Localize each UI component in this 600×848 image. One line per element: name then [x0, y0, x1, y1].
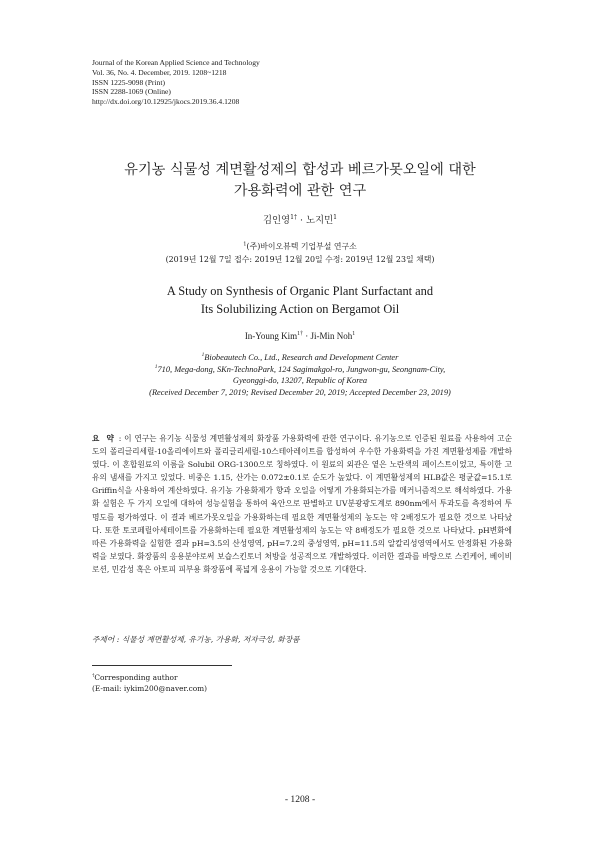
- journal-name: Journal of the Korean Applied Science and Technology: [92, 58, 260, 67]
- author1-ko-mark: 1†: [290, 213, 298, 221]
- author2-en-mark: 1: [352, 331, 356, 337]
- footnote-email[interactable]: (E-mail: iykim200@naver.com): [92, 684, 208, 693]
- author-separator: ·: [300, 215, 304, 226]
- title-ko-line1: 유기농 식물성 계면활성제의 합성과 베르가못오일에 대한: [124, 162, 476, 178]
- keywords: [92, 634, 512, 645]
- abstract-colon: :: [115, 434, 125, 443]
- footnote: [92, 672, 392, 694]
- issn-print: ISSN 1225-9098 (Print): [92, 77, 165, 87]
- abstract-label: 요 약: [92, 434, 116, 443]
- affil-ko-name: (주)바이오뷰텍 기업부설 연구소: [246, 242, 357, 251]
- abstract-body: 이 연구는 유기농 식물성 계면활성제의 화장품 가용화력에 관한 연구이다. 유기농으로 인증된 원료를 사용하여 고순도의 폴리글리세릴-10올리에이트와 폴리글리세릴-10스테아레이트를 합성하여 우수한 가용화력을 가진 계면활성제를 개발하였다. 이 혼합원료의 이름을 Solubil ORG-1300으로 칭하였다. 이 원료의 외관은 옅은 노란색의 페이스트이었고, 특이한 고유의 냄새를 가지고 있었다. 비중은 1.15, 산가는 0.072±0.1로 순도가 높았다. 이 계면활성제의 HLB값은 평균값=15.1로 Griffin식을 사용하여 계산하였다. 유기농 가용화제가 향과 오일을 어떻게 가용화되는가를 메커니즘적으로 해석하였다. 가용화 실험은 두 가지 오일에 대하여 성능실험을 통하여 육안으로 판별하고 UV분광광도계로 890nm에서 투과도를 측정하여 투명도를 평가하였다. 이 결과 베르가못오일을 가용화하는데 필요한 계면활성제의 농도는 약 2배정도가 필요한 것으로 나타났다. 또한 토코페릴아세테이트를 가용화하는데 필요한 계면활성제의 농도는 약 8배정도가 필요한 것으로 나타났다. pH변화에 따른 가용화력을 실험한 결과 pH=3.5의 산성영역, pH=7.2의 중성영역, pH=11.5의 알칼리성영역에서도 안정화된 가용화력을 보였다. 화장품의 응용분야로써 보습스킨토너 처방을 성공적으로 개발하였다. 이러한 결과를 바탕으로 스킨케어, 베이비 로션, 민감성 혹은 아토피 피부용 화장품에 폭넓게 응용이 가능할 것으로 기대한다.: [92, 434, 512, 574]
- author2-ko: 노지민: [306, 215, 334, 226]
- affil-ko-mark: 1: [243, 241, 247, 248]
- affil-en-line2: 710, Mega-dong, SKn-TechnoPark, 124 Sagimakgol-ro, Jungwon-gu, Seongnam-City,: [157, 364, 446, 374]
- author1-ko: 김인영: [262, 215, 291, 226]
- keywords-text: 식물성 계면활성제, 유기농, 가용화, 저자극성, 화장품: [121, 635, 300, 644]
- footnote-mark: †: [92, 673, 95, 679]
- dates-en: (Received December 7, 2019; Revised December 20, 2019; Accepted December 23, 2019): [149, 387, 451, 397]
- paper-title-english: [60, 282, 540, 318]
- abstract: [92, 432, 512, 576]
- issn-online: ISSN 2288-1069 (Online): [92, 87, 171, 97]
- journal-info: [92, 58, 512, 107]
- page-number: - 1208 -: [284, 794, 316, 805]
- keywords-label: 주제어: [92, 635, 115, 644]
- authors-english: [60, 331, 540, 341]
- title-en-line1: A Study on Synthesis of Organic Plant Surfactant and: [166, 284, 434, 298]
- affil-en-mark2: 1: [154, 363, 158, 370]
- dates-ko: (2019년 12월 7일 접수: 2019년 12월 20일 수정: 2019년 12월 23일 채택): [165, 255, 435, 264]
- keywords-colon: :: [114, 635, 122, 644]
- affiliation-english: [60, 352, 540, 398]
- affiliation-korean: [60, 240, 540, 266]
- title-ko-line2: 가용화력에 관한 연구: [233, 183, 367, 199]
- title-en-line2: Its Solubilizing Action on Bergamot Oil: [200, 302, 400, 316]
- affil-en-line1: Biobeautech Co., Ltd., Research and Development Center: [204, 353, 399, 362]
- paper-title-korean: [60, 160, 540, 202]
- affil-en-mark1: 1: [201, 352, 205, 359]
- footnote-divider: [92, 665, 232, 666]
- authors-korean: [60, 212, 540, 226]
- doi-link[interactable]: http://dx.doi.org/10.12925/jkocs.2019.36.4.1208: [92, 97, 240, 107]
- footnote-line1: Corresponding author: [94, 673, 178, 682]
- author1-en-mark: 1†: [297, 331, 303, 337]
- author2-en: Ji-Min Noh: [310, 331, 353, 341]
- author1-en: In-Young Kim: [244, 331, 298, 341]
- journal-volume: Vol. 36, No. 4. December, 2019. 1208~1218: [92, 67, 227, 77]
- author-separator-en: ·: [305, 331, 309, 341]
- author2-ko-mark: 1: [333, 213, 338, 221]
- affil-en-line3: Gyeonggi-do, 13207, Republic of Korea: [232, 376, 368, 386]
